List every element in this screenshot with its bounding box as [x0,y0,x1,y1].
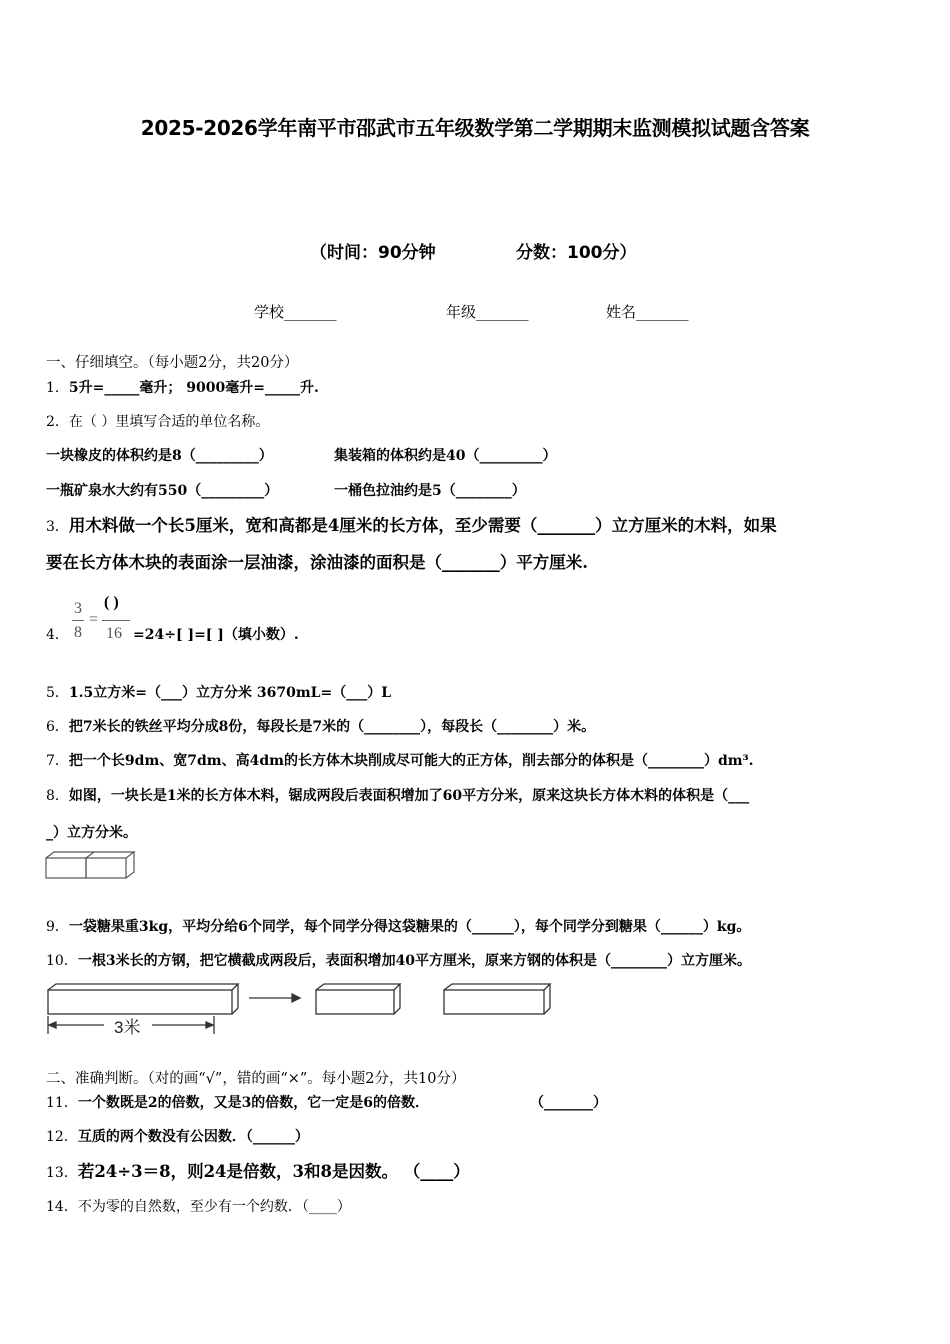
question-2 [46,411,269,431]
question-number: 6． [46,719,69,735]
question-text: 把一个长9dm、宽7dm、高4dm的长方体木块削成尽可能大的正方体，削去部分的体积是（________）dm³. [68,753,754,769]
block-left-front [46,858,86,878]
fraction-denominator: 8 [74,624,82,641]
question-number-4: 4． [46,627,69,643]
question-14 [46,1196,351,1216]
q2-line-1a: 一块橡皮的体积约是8（_________） [46,448,273,464]
question-7 [46,750,754,770]
long-bar-front [48,990,232,1014]
q2-line-1b: 集装箱的体积约是40（_________） [334,448,557,464]
length-label: 3米 [114,1018,141,1037]
question-number: 9． [46,919,69,935]
block-side [126,852,134,878]
question-8-line-2: _）立方分米。 [46,825,137,841]
question-text: 互质的两个数没有公因数．（______） [77,1129,309,1145]
question-number: 14． [46,1199,78,1215]
question-text: 若24÷3＝8，则24是倍数，3和8是因数。 （____） [77,1162,470,1181]
question-number: 8． [46,788,69,804]
question-number: 10． [46,953,78,969]
question-4-text: =24÷[ ]=[ ]（填小数）. [133,627,299,643]
equals-sign: = [89,611,99,628]
fraction-numerator: ( ) [104,594,119,611]
question-text: 用木料做一个长5厘米，宽和高都是4厘米的长方体，至少需要（_______）立方厘米的木料，如果 [68,516,777,535]
section-2-title: 二、准确判断。（对的画“√”，错的画“×”。每小题2分，共10分） [46,1071,466,1087]
fraction-numerator: 3 [74,600,82,617]
dimension-arrow-left [49,1022,56,1028]
question-6 [46,716,595,736]
fraction-bar [102,620,130,621]
block-cut-line [86,852,94,858]
q2-line-2a: 一瓶矿泉水大约有550（_________） [46,483,279,499]
short-bar-2-top [444,984,550,990]
question-13 [46,1158,470,1182]
question-3 [46,512,777,536]
question-number: 3． [46,519,69,535]
question-number: 7． [46,753,69,769]
question-number: 2． [46,414,69,430]
block-right-front [86,858,126,878]
name-field: 姓名_______ [606,303,689,321]
question-3-line-2: 要在长方体木块的表面涂一层油漆，涂油漆的面积是（_______）平方厘米. [46,553,588,572]
fraction-denominator: 16 [106,625,122,642]
question-text: 把7米长的铁丝平均分成8份，每段长是7米的（________），每段长（________）米。 [68,719,596,735]
grade-field: 年级_______ [446,303,529,321]
question-text: 一袋糖果重3kg，平均分给6个同学，每个同学分得这袋糖果的（______），每个同学分到糖果（______）kg。 [68,919,751,935]
school-field: 学校_______ [254,303,337,321]
wood-block-figure [44,850,144,882]
question-11-blank: （_______） [530,1095,607,1111]
question-text: 一根3米长的方钢，把它横截成两段后，表面积增加40平方厘米，原来方钢的体积是（________）立方厘米。 [77,953,752,969]
question-text: 一个数既是2的倍数，又是3的倍数，它一定是6的倍数． [77,1095,430,1111]
question-text: 不为零的自然数，至少有一个约数．（____） [77,1199,351,1215]
question-number: 5． [46,685,69,701]
question-text: 如图，一块长是1米的长方体木料，锯成两段后表面积增加了60平方分米，原来这块长方体木料的体积是（___ [68,788,750,804]
exam-time: （时间：90分钟 [310,243,436,263]
short-bar-2-front [444,990,544,1014]
fraction-bar [72,620,84,621]
dimension-arrow-right [206,1022,213,1028]
long-bar-top [48,984,238,990]
arrow-head [292,994,300,1002]
question-12 [46,1126,309,1146]
question-9 [46,916,750,936]
short-bar-1-top [316,984,400,990]
question-number: 12． [46,1129,78,1145]
question-5 [46,682,391,702]
question-text: 5升=_____毫升； 9000毫升=_____升. [68,380,319,396]
page-title: 2025-2026学年南平市邵武市五年级数学第二学期期末监测模拟试题含答案 [140,116,810,140]
steel-bar-figure [44,980,556,1040]
question-11 [46,1092,429,1112]
section-1-title: 一、仔细填空。（每小题2分，共20分） [46,355,299,371]
question-text: 1.5立方米=（___）立方分米 3670mL=（___）L [68,685,392,701]
exam-score: 分数：100分） [516,243,637,263]
question-text: 在（ ）里填写合适的单位名称。 [68,414,270,430]
question-number: 13． [46,1165,78,1181]
short-bar-1-front [316,990,394,1014]
question-number: 1． [46,380,69,396]
question-10 [46,950,751,970]
q2-line-2b: 一桶色拉油约是5（________） [334,483,526,499]
question-8 [46,785,749,805]
question-1 [46,377,319,397]
question-number: 11． [46,1095,78,1111]
